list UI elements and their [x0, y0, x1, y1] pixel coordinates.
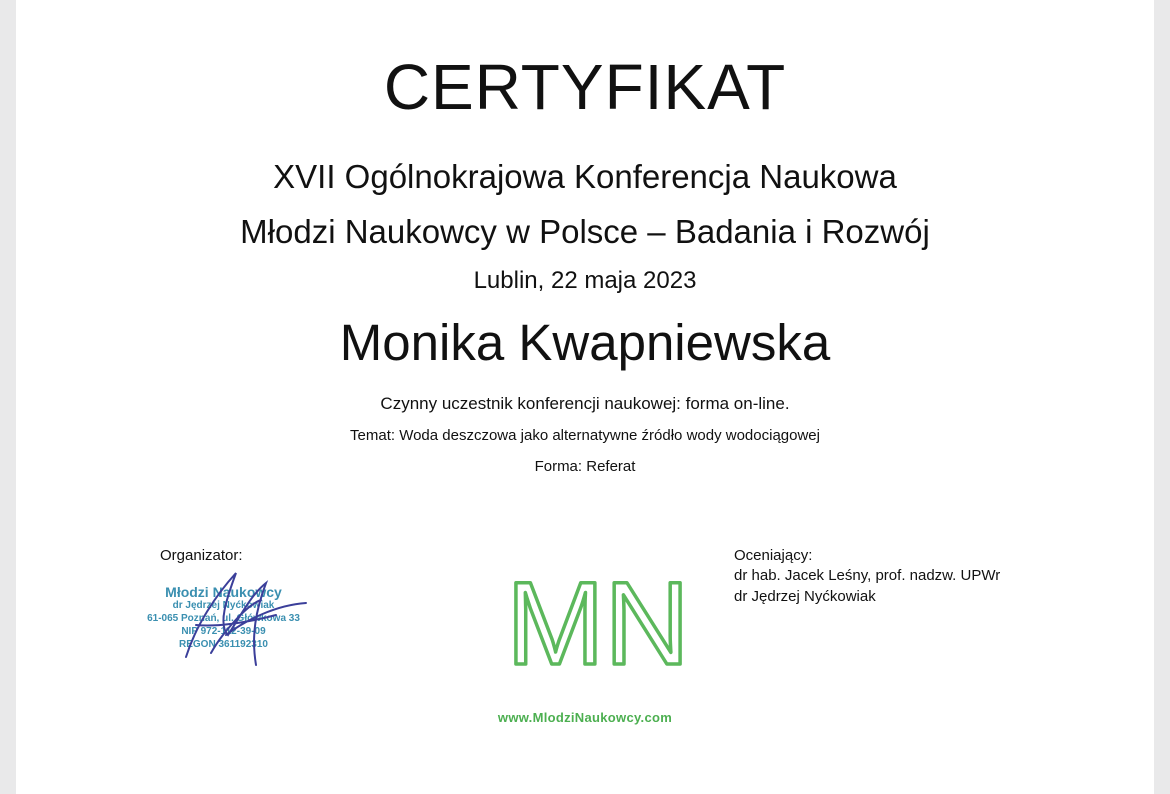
conference-name-line2: Młodzi Naukowcy w Polsce – Badania i Rozwój [240, 213, 930, 250]
stamp-line: NIP 972-112-39-09 [181, 626, 266, 637]
presentation-topic: Temat: Woda deszczowa jako alternatywne źródło wody wodociągowej [350, 427, 820, 444]
stamp-line: REGON 361192310 [179, 639, 268, 650]
presentation-form: Forma: Referat [534, 458, 636, 475]
svg-text:MN: MN [506, 574, 690, 674]
certificate-title: CERTYFIKAT [383, 51, 787, 123]
stamp-line: 61-065 Poznań, ul. Główkowa 33 [147, 613, 300, 624]
handwritten-signature [156, 565, 316, 670]
organizer-label: Organizator: [160, 547, 243, 564]
conference-name-line1: XVII Ogólnokrajowa Konferencja Naukowa [273, 158, 897, 195]
evaluator-name: dr hab. Jacek Leśny, prof. nadzw. UPWr [734, 567, 1001, 584]
certificate-page [16, 0, 1154, 794]
participant-name: Monika Kwapniewska [339, 314, 831, 371]
evaluators-label: Oceniający: [734, 547, 813, 564]
stamp-title: Młodzi Naukowcy [165, 584, 282, 600]
place-and-date: Lublin, 22 maja 2023 [473, 267, 697, 294]
stamp-line: dr Jędrzej Nyćkowiak [172, 600, 275, 611]
mn-logo [500, 574, 696, 674]
participation-description: Czynny uczestnik konferencji naukowej: forma on-line. [380, 394, 790, 413]
website-url: www.MlodziNaukowcy.com [497, 710, 673, 725]
evaluator-name: dr Jędrzej Nyćkowiak [734, 588, 876, 605]
